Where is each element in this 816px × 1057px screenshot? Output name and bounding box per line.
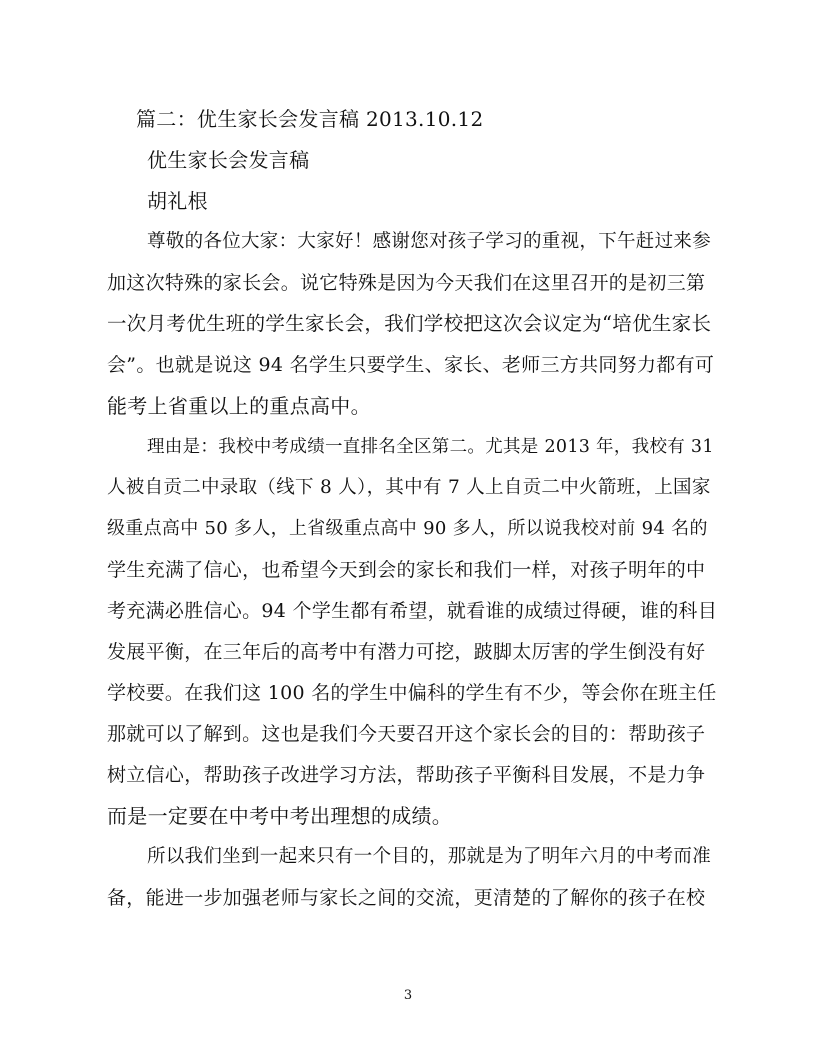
paragraph-line: 所以我们坐到一起来只有一个目的，那就是为了明年六月的中考而准 (147, 846, 712, 867)
document-title: 篇二：优生家长会发言稿 2013.10.12 (136, 107, 484, 131)
paragraph-line: 考充满必胜信心。94 个学生都有希望，就看谁的成绩过得硬，谁的科目 (107, 600, 718, 622)
paragraph-line: 一次月考优生班的学生家长会，我们学校把这次会议定为“培优生家长 (107, 312, 712, 335)
document-author: 胡礼根 (147, 189, 208, 213)
paragraph-line: 备，能进一步加强老师与家长之间的交流，更清楚的了解你的孩子在校 (107, 887, 706, 909)
paragraph-line: 而是一定要在中考中考出理想的成绩。 (107, 804, 453, 828)
paragraph-line: 理由是：我校中考成绩一直排名全区第二。尤其是 2013 年，我校有 31 (147, 437, 714, 457)
paragraph-line: 发展平衡，在三年后的高考中有潜力可挖，跛脚太厉害的学生倒没有好 (107, 641, 706, 663)
paragraph-line: 级重点高中 50 多人，上省级重点高中 90 多人，所以说我校对前 94 名的 (107, 518, 708, 539)
document-subtitle: 优生家长会发言稿 (147, 148, 310, 172)
paragraph-line: 那就可以了解到。这也是我们今天要召开这个家长会的目的：帮助孩子 (107, 723, 706, 745)
page-number: 3 (403, 988, 413, 1003)
paragraph-line: 能考上省重以上的重点高中。 (107, 394, 371, 418)
paragraph-line: 会”。也就是说这 94 名学生只要学生、家长、老师三方共同努力都有可 (107, 354, 715, 376)
paragraph-line: 学校要。在我们这 100 名的学生中偏科的学生有不少，等会你在班主任 (107, 682, 717, 704)
paragraph-line: 学生充满了信心，也希望今天到会的家长和我们一样，对孩子明年的中 (107, 559, 706, 581)
paragraph-line: 树立信心，帮助孩子改进学习方法，帮助孩子平衡科目发展，不是力争 (107, 764, 706, 786)
paragraph-line: 加这次特殊的家长会。说它特殊是因为今天我们在这里召开的是初三第 (107, 272, 706, 294)
paragraph-line: 人被自贡二中录取（线下 8 人），其中有 7 人上自贡二中火箭班，上国家 (107, 477, 711, 498)
paragraph-line: 尊敬的各位大家：大家好！感谢您对孩子学习的重视，下午赶过来参 (147, 231, 712, 252)
